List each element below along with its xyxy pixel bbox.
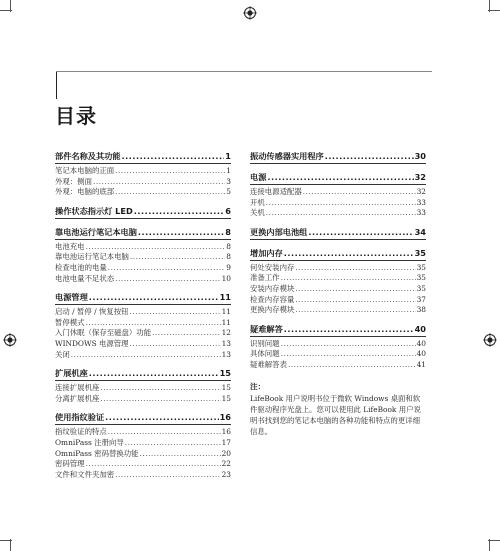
toc-right-column	[250, 150, 426, 437]
toc-entry-title: 启动 / 暂停 / 恢复按钮	[55, 307, 129, 317]
toc-entry-page: 3	[226, 176, 231, 186]
toc-leader-dots	[108, 427, 221, 438]
toc-leader-dots	[86, 459, 221, 470]
toc-entry-page: 13	[221, 349, 231, 359]
toc-chapter-title: 部件名称及其功能	[55, 151, 121, 161]
toc-entry[interactable]	[250, 349, 426, 360]
toc-entry[interactable]	[55, 166, 231, 177]
crop-mark-bottom-left-h	[0, 540, 12, 541]
toc-entry-page: 33	[416, 197, 426, 207]
toc-entry-title: 开机	[250, 197, 265, 207]
toc-entry-title: 入门休眠（保存至磁盘）功能	[55, 328, 152, 338]
toc-entry-page: 15	[221, 393, 231, 403]
toc-entry-page: 12	[221, 328, 231, 338]
toc-chapter-entry[interactable]	[55, 411, 231, 425]
toc-entry-title: 识别问题	[250, 338, 280, 348]
toc-entry[interactable]	[250, 295, 426, 306]
toc-chapter-title: 靠电池运行笔记本电脑	[55, 226, 137, 237]
toc-section	[250, 171, 426, 219]
toc-chapter-entry[interactable]	[250, 247, 426, 261]
toc-leader-dots	[89, 367, 219, 379]
toc-entry[interactable]	[55, 383, 231, 394]
toc-leader-dots	[266, 198, 416, 209]
toc-chapter-title: 电源	[250, 172, 267, 182]
toc-leader-dots	[308, 226, 413, 238]
toc-entry-title: OmniPass 密码替换功能	[55, 448, 139, 458]
toc-entry[interactable]	[250, 339, 426, 350]
toc-leader-dots	[71, 350, 221, 361]
toc-section	[250, 150, 426, 164]
toc-leader-dots	[86, 242, 226, 253]
toc-entry-page: 40	[416, 338, 426, 348]
toc-chapter-page: 16	[219, 412, 231, 423]
toc-entry-page: 8	[226, 252, 231, 262]
header-rule-horizontal	[56, 71, 432, 72]
toc-entry[interactable]	[55, 177, 231, 188]
toc-entry[interactable]	[55, 252, 231, 263]
toc-chapter-entry[interactable]	[55, 367, 231, 381]
toc-entry-title: 关闭	[55, 349, 70, 359]
toc-section	[55, 367, 231, 404]
toc-leader-dots	[115, 166, 225, 177]
toc-leader-dots	[105, 411, 218, 423]
toc-entry[interactable]	[55, 427, 231, 438]
toc-entry-title: 检查内存容量	[250, 294, 295, 304]
toc-leader-dots	[122, 150, 225, 162]
toc-leader-dots	[140, 449, 221, 460]
toc-entry-title: 电池充电	[55, 241, 85, 251]
toc-entry-title: 外观：电脑的底部	[55, 187, 115, 197]
toc-entry-title: 疑难解答表	[250, 359, 287, 369]
toc-entry[interactable]	[250, 263, 426, 274]
toc-entry[interactable]	[250, 273, 426, 284]
toc-entry-page: 40	[416, 349, 426, 359]
toc-entry-page: 8	[226, 241, 231, 251]
crop-mark-top-right-h	[488, 10, 500, 11]
toc-leader-dots	[152, 328, 221, 339]
toc-entry-title: 检查电池的电量	[55, 262, 107, 272]
toc-chapter-title: 电源管理	[55, 292, 88, 303]
toc-entry-title: 电池电量不足状态	[55, 273, 115, 283]
toc-leader-dots	[115, 470, 220, 481]
toc-entry-title: 关机	[250, 208, 265, 218]
toc-leader-dots	[130, 339, 221, 350]
toc-entry-title: 连接扩展机座	[55, 383, 100, 393]
toc-entry-page: 20	[221, 448, 231, 458]
toc-chapter-entry[interactable]	[55, 226, 231, 240]
toc-entry-title: 连接电源适配器	[250, 187, 302, 196]
toc-entry-page: 11	[221, 307, 231, 317]
toc-chapter-page: 8	[225, 226, 231, 237]
toc-entry-page: 23	[221, 469, 231, 479]
toc-entry[interactable]	[55, 438, 231, 449]
toc-chapter-page: 30	[414, 151, 426, 161]
toc-leader-dots	[284, 323, 414, 335]
toc-section	[55, 150, 231, 198]
toc-entry-title: OmniPass 注册向导	[55, 437, 124, 447]
toc-chapter-title: 振动传感器实用程序	[250, 151, 324, 161]
note-label: 注：	[250, 381, 266, 391]
toc-leader-dots	[295, 295, 415, 306]
toc-leader-dots	[303, 187, 416, 198]
toc-entry[interactable]	[250, 208, 426, 219]
toc-leader-dots	[325, 150, 414, 162]
toc-chapter-page: 32	[414, 172, 426, 182]
toc-entry-title: 指纹验证的特点	[55, 427, 107, 437]
toc-chapter-entry[interactable]	[55, 150, 231, 164]
toc-section	[55, 411, 231, 480]
toc-chapter-entry[interactable]	[250, 323, 426, 337]
toc-chapter-title: 疑难解答	[250, 323, 283, 334]
toc-entry[interactable]	[250, 305, 426, 316]
toc-entry[interactable]	[55, 307, 231, 318]
toc-section	[55, 291, 231, 360]
toc-entry-title: WINDOWS 电源管理	[55, 338, 129, 348]
crop-mark-top-left-h	[0, 10, 12, 11]
toc-chapter-page: 6	[225, 205, 231, 216]
toc-entry[interactable]	[55, 470, 231, 481]
toc-entry-page: 41	[416, 359, 426, 369]
toc-entry[interactable]	[250, 360, 426, 371]
toc-leader-dots	[281, 273, 416, 284]
toc-leader-dots	[284, 247, 414, 259]
crop-mark-bottom-right-h	[488, 540, 500, 541]
toc-leader-dots	[295, 263, 415, 274]
toc-entry-page: 1	[226, 166, 231, 175]
toc-leader-dots	[130, 252, 225, 263]
toc-entry[interactable]	[55, 339, 231, 350]
toc-entry-page: 33	[416, 208, 426, 218]
toc-leader-dots	[267, 171, 413, 183]
toc-entry-page: 35	[416, 262, 426, 272]
header-rule-vertical	[56, 71, 57, 99]
toc-chapter-entry[interactable]	[250, 226, 426, 240]
toc-leader-dots	[89, 291, 219, 303]
toc-chapter-title: 更换内部电池组	[250, 226, 308, 237]
toc-leader-dots	[288, 360, 416, 371]
toc-leader-dots	[125, 438, 221, 449]
toc-entry[interactable]	[55, 318, 231, 329]
toc-chapter-title: 使用指纹验证	[55, 412, 105, 423]
toc-entry-page: 17	[221, 437, 231, 447]
toc-leader-dots	[295, 284, 415, 295]
toc-section	[250, 323, 426, 371]
toc-leader-dots	[130, 307, 221, 318]
toc-entry-page: 35	[416, 273, 426, 283]
toc-entry-title: 暂停模式	[55, 317, 85, 327]
toc-chapter-page: 34	[414, 226, 426, 237]
registration-mark-top-icon	[243, 6, 257, 20]
toc-section	[250, 247, 426, 316]
toc-right-list	[250, 150, 426, 371]
toc-leader-dots	[281, 339, 416, 350]
toc-chapter-title: 增加内存	[250, 247, 283, 258]
toc-entry[interactable]	[55, 328, 231, 339]
toc-entry-title: 分离扩展机座	[55, 393, 100, 403]
toc-entry-title: 外观：侧面	[55, 176, 92, 186]
toc-chapter-page: 11	[219, 292, 231, 303]
toc-chapter-page: 35	[414, 247, 426, 258]
toc-entry-page: 16	[221, 427, 231, 437]
toc-chapter-page: 15	[219, 368, 231, 379]
toc-entry-title: 更换内存模块	[250, 305, 295, 315]
toc-entry-page: 37	[416, 294, 426, 304]
toc-entry-page: 38	[416, 305, 426, 315]
toc-entry[interactable]	[55, 394, 231, 405]
toc-leader-dots	[295, 305, 415, 316]
toc-entry-page: 5	[226, 187, 231, 197]
toc-entry-title: 密码管理	[55, 459, 85, 469]
toc-chapter-title: 扩展机座	[55, 368, 88, 379]
note-text: LifeBook 用户说明书位于微软 Windows 桌面和软件驱动程序光盘上。您可以使用此 LifeBook 用户说明书找到您的笔记本电脑的各种功能和特点的更详细信息。	[250, 393, 421, 436]
toc-entry-page: 10	[221, 273, 231, 283]
toc-leader-dots	[93, 177, 225, 188]
toc-leader-dots	[115, 187, 225, 198]
toc-chapter-entry[interactable]	[55, 291, 231, 305]
toc-leader-dots	[281, 349, 416, 360]
page-title: 目录	[55, 104, 97, 128]
toc-entry-page: 22	[221, 459, 231, 469]
registration-mark-left-icon	[3, 333, 17, 347]
toc-leader-dots	[86, 318, 221, 329]
toc-entry[interactable]	[55, 187, 231, 198]
toc-entry-title: 何处安装内存	[250, 262, 295, 272]
toc-chapter-page: 40	[414, 323, 426, 334]
toc-chapter-entry[interactable]	[55, 205, 231, 219]
toc-section	[55, 226, 231, 284]
toc-entry[interactable]	[55, 449, 231, 460]
toc-entry-title: 文件和文件夹加密	[55, 469, 115, 479]
toc-chapter-entry[interactable]	[250, 171, 426, 185]
toc-chapter-entry[interactable]	[250, 150, 426, 164]
toc-leader-dots	[108, 263, 226, 274]
toc-entry-page: 11	[221, 317, 231, 327]
toc-chapter-title: 操作状态指示灯 LED	[55, 205, 133, 216]
toc-leader-dots	[138, 226, 224, 238]
toc-entry[interactable]	[55, 263, 231, 274]
toc-entry-page: 9	[226, 262, 231, 272]
toc-leader-dots	[266, 208, 416, 219]
toc-entry-page: 32	[416, 187, 426, 196]
toc-entry-title: 靠电池运行笔记本电脑	[55, 252, 129, 262]
toc-leader-dots	[100, 394, 220, 405]
toc-chapter-page: 1	[225, 151, 231, 161]
toc-section	[55, 205, 231, 219]
toc-entry-title: 笔记本电脑的正面	[55, 166, 115, 175]
toc-entry-title: 安装内存模块	[250, 283, 295, 293]
toc-entry[interactable]	[250, 198, 426, 209]
toc-left-column	[55, 150, 231, 487]
toc-leader-dots	[100, 383, 220, 394]
toc-entry-page: 13	[221, 338, 231, 348]
toc-entry[interactable]	[55, 350, 231, 361]
toc-section	[250, 226, 426, 240]
toc-entry-title: 准备工作	[250, 273, 280, 283]
toc-entry-page: 35	[416, 283, 426, 293]
toc-entry-title: 具体问题	[250, 349, 280, 359]
toc-entry[interactable]	[55, 459, 231, 470]
registration-mark-right-icon	[483, 333, 497, 347]
toc-entry[interactable]	[55, 274, 231, 285]
note-block	[250, 381, 426, 437]
toc-leader-dots	[134, 205, 225, 217]
toc-entry[interactable]	[250, 187, 426, 198]
toc-entry-page: 15	[221, 383, 231, 393]
toc-leader-dots	[115, 274, 220, 285]
toc-entry[interactable]	[55, 242, 231, 253]
toc-entry[interactable]	[250, 284, 426, 295]
